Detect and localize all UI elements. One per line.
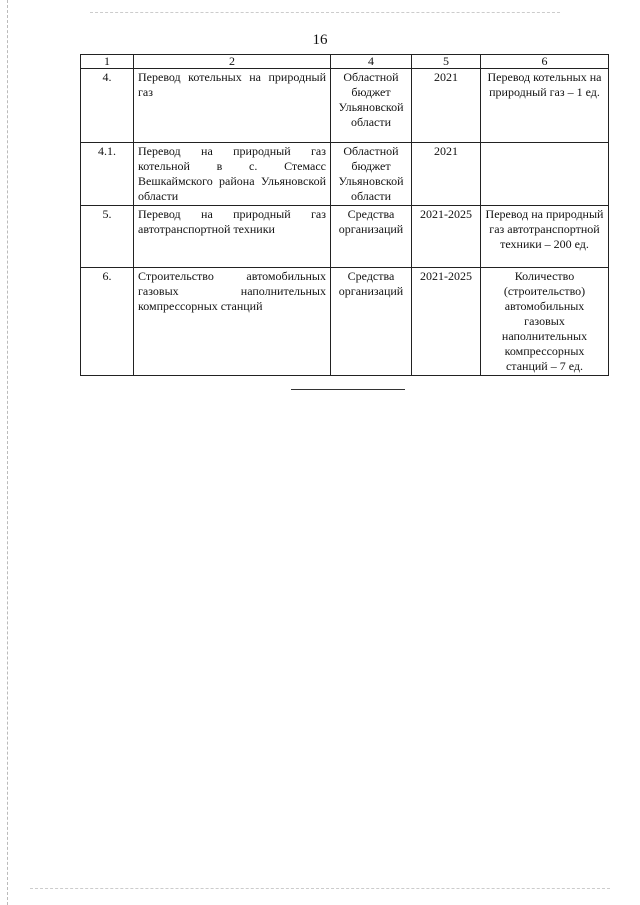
row-period: 2021: [412, 143, 481, 206]
scan-edge-bottom: [30, 888, 610, 889]
scan-edge-top: [90, 12, 560, 13]
row-period: 2021-2025: [412, 268, 481, 376]
row-period: 2021-2025: [412, 206, 481, 268]
row-measure: Строительство автомобильных газовых наполнительных компрессорных станций: [134, 268, 331, 376]
row-result: Перевод на природный газ автотранспортной техники – 200 ед.: [481, 206, 609, 268]
table-row: [81, 268, 609, 376]
row-measure: Перевод на природный газ котельной в с. Стемасс Вешкаймского района Ульяновской области: [134, 143, 331, 206]
end-of-document-rule: [291, 389, 405, 390]
row-number: 4.: [81, 69, 134, 143]
row-number: 6.: [81, 268, 134, 376]
page-number: 16: [312, 32, 328, 48]
row-period: 2021: [412, 69, 481, 143]
table-row: [81, 69, 609, 143]
row-funding-source: Областной бюджет Ульяновской области: [331, 69, 412, 143]
header-col-6: 6: [481, 55, 609, 69]
row-measure: Перевод на природный газ автотранспортной техники: [134, 206, 331, 268]
row-funding-source: Средства организаций: [331, 206, 412, 268]
table-row: [81, 206, 609, 268]
scan-edge-left: [7, 0, 8, 905]
row-number: 4.1.: [81, 143, 134, 206]
row-number: 5.: [81, 206, 134, 268]
header-col-1: 1: [81, 55, 134, 69]
row-result: Количество (строительство) автомобильных газовых наполнительных компрессорных станций – 7 ед.: [481, 268, 609, 376]
row-result: Перевод котельных на природный газ – 1 ед.: [481, 69, 609, 143]
row-funding-source: Областной бюджет Ульяновской области: [331, 143, 412, 206]
row-result: [481, 143, 609, 206]
header-col-4: 4: [331, 55, 412, 69]
header-col-2: 2: [134, 55, 331, 69]
row-measure: Перевод котельных на природный газ: [134, 69, 331, 143]
header-col-5: 5: [412, 55, 481, 69]
table-row: [81, 143, 609, 206]
measures-table: [80, 54, 609, 376]
table-header-row: [81, 55, 609, 69]
row-funding-source: Средства организаций: [331, 268, 412, 376]
